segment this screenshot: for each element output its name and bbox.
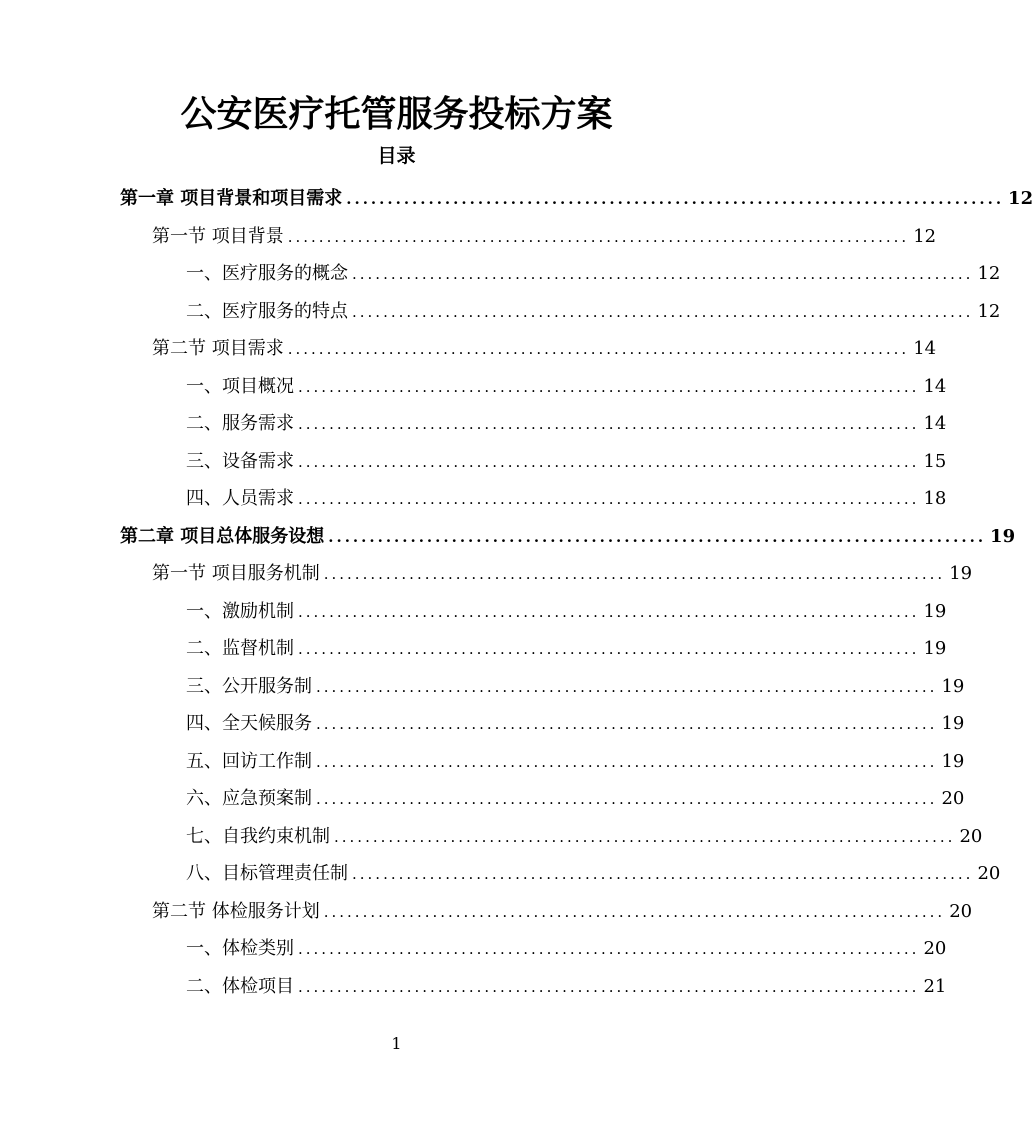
toc-entry[interactable] xyxy=(186,705,965,742)
toc-entry[interactable] xyxy=(152,218,937,255)
toc-dot-leader: ................................................................................ xyxy=(316,677,938,696)
toc-dot-leader: ................................................................................ xyxy=(298,490,920,508)
toc-entry-page: 19 xyxy=(941,675,965,697)
toc-entry-page: 15 xyxy=(923,450,947,472)
toc-entry[interactable] xyxy=(186,968,947,1005)
toc-entry[interactable] xyxy=(186,630,947,667)
toc-dot-leader: ................................................................................ xyxy=(298,940,920,958)
toc-entry-page: 20 xyxy=(977,863,1001,884)
toc-entry-label: 二、服务需求 xyxy=(186,413,294,434)
toc-entry-label: 四、人员需求 xyxy=(186,488,294,509)
toc-entry-label: 三、设备需求 xyxy=(186,450,294,472)
toc-entry-label: 二、医疗服务的特点 xyxy=(186,300,348,322)
toc-dot-leader: ................................................................................ xyxy=(298,977,920,996)
toc-entry[interactable] xyxy=(186,293,1001,330)
toc-entry-label: 第二章 项目总体服务设想 xyxy=(120,525,325,547)
toc-entry[interactable] xyxy=(186,855,1001,892)
toc-entry-label: 第一节 项目服务机制 xyxy=(152,563,320,584)
toc-entry-page: 20 xyxy=(941,788,965,809)
toc-dot-leader: ................................................................................ xyxy=(346,190,1005,208)
toc-entry[interactable] xyxy=(186,743,965,780)
toc-entry-label: 一、体检类别 xyxy=(186,938,294,959)
toc-dot-leader: ................................................................................ xyxy=(323,902,946,921)
toc-entry-page: 19 xyxy=(941,750,965,772)
toc-entry[interactable] xyxy=(120,180,1033,217)
toc-entry-label: 一、激励机制 xyxy=(186,600,294,622)
toc-entry-label: 八、目标管理责任制 xyxy=(186,863,348,884)
toc-entry-page: 19 xyxy=(923,638,947,659)
toc-entry[interactable] xyxy=(186,593,947,630)
toc-dot-leader: ................................................................................ xyxy=(287,227,910,246)
toc-entry-page: 20 xyxy=(959,825,983,847)
toc-dot-leader: ................................................................................ xyxy=(316,752,938,771)
toc-entry[interactable] xyxy=(186,443,947,480)
toc-entry[interactable] xyxy=(186,405,947,442)
toc-entry[interactable] xyxy=(152,555,973,592)
toc-entry[interactable] xyxy=(186,930,947,967)
toc-entry-page: 12 xyxy=(913,225,937,247)
toc-entry-label: 一、医疗服务的概念 xyxy=(186,263,348,284)
toc-dot-leader: ................................................................................ xyxy=(298,602,920,621)
toc-entry-page: 14 xyxy=(923,375,947,397)
toc-entry-page: 19 xyxy=(990,525,1016,547)
toc-entry[interactable] xyxy=(186,818,983,855)
toc-entry-page: 14 xyxy=(913,338,937,359)
toc-dot-leader: ................................................................................ xyxy=(298,452,920,471)
page-number: 1 xyxy=(391,1034,402,1053)
toc-entry-label: 第二节 项目需求 xyxy=(152,338,284,359)
toc-entry-label: 五、回访工作制 xyxy=(186,750,312,772)
toc-entry-page: 19 xyxy=(941,713,965,734)
toc-entry[interactable] xyxy=(186,480,947,517)
toc-entry-label: 第一节 项目背景 xyxy=(152,225,284,247)
toc-entry[interactable] xyxy=(186,255,1001,292)
toc-entry-label: 六、应急预案制 xyxy=(186,788,312,809)
toc-entry-page: 20 xyxy=(923,938,947,959)
toc-dot-leader: ................................................................................ xyxy=(316,715,938,733)
toc-entry-label: 第二节 体检服务计划 xyxy=(152,900,320,922)
toc-heading: 目录 xyxy=(377,145,416,167)
toc-entry-page: 21 xyxy=(923,975,947,997)
toc-entry-page: 12 xyxy=(977,300,1001,322)
toc-dot-leader: ................................................................................ xyxy=(298,640,920,658)
toc-entry-label: 一、项目概况 xyxy=(186,375,294,397)
toc-dot-leader: ................................................................................ xyxy=(352,865,974,883)
toc-entry-label: 第一章 项目背景和项目需求 xyxy=(120,188,343,209)
toc-entry-page: 12 xyxy=(1008,188,1033,209)
toc-entry-page: 19 xyxy=(923,600,947,622)
toc-entry[interactable] xyxy=(152,330,937,367)
toc-entry-page: 19 xyxy=(949,563,973,584)
toc-dot-leader: ................................................................................ xyxy=(352,302,974,321)
toc-entry-label: 三、公开服务制 xyxy=(186,675,312,697)
toc-dot-leader: ................................................................................ xyxy=(334,827,956,846)
toc-entry-label: 七、自我约束机制 xyxy=(186,825,330,847)
toc-entry-label: 四、全天候服务 xyxy=(186,713,312,734)
toc-entry[interactable] xyxy=(152,893,973,930)
toc-dot-leader: ................................................................................ xyxy=(323,565,946,583)
toc-dot-leader: ................................................................................ xyxy=(316,790,938,808)
toc-entry[interactable] xyxy=(186,780,965,817)
toc-entry-page: 14 xyxy=(923,413,947,434)
toc-entry-page: 18 xyxy=(923,488,947,509)
toc-dot-leader: ................................................................................ xyxy=(328,527,987,546)
toc-dot-leader: ................................................................................ xyxy=(287,340,910,358)
document-title: 公安医疗托管服务投标方案 xyxy=(180,93,613,135)
toc-entry[interactable] xyxy=(186,368,947,405)
toc-entry-page: 20 xyxy=(949,900,973,922)
toc-entry[interactable] xyxy=(120,518,1016,555)
toc-dot-leader: ................................................................................ xyxy=(298,377,920,396)
toc-entry[interactable] xyxy=(186,668,965,705)
toc-entry-page: 12 xyxy=(977,263,1001,284)
toc-dot-leader: ................................................................................ xyxy=(298,415,920,433)
toc-entry-label: 二、监督机制 xyxy=(186,638,294,659)
toc-dot-leader: ................................................................................ xyxy=(352,265,974,283)
toc-entry-label: 二、体检项目 xyxy=(186,975,294,997)
